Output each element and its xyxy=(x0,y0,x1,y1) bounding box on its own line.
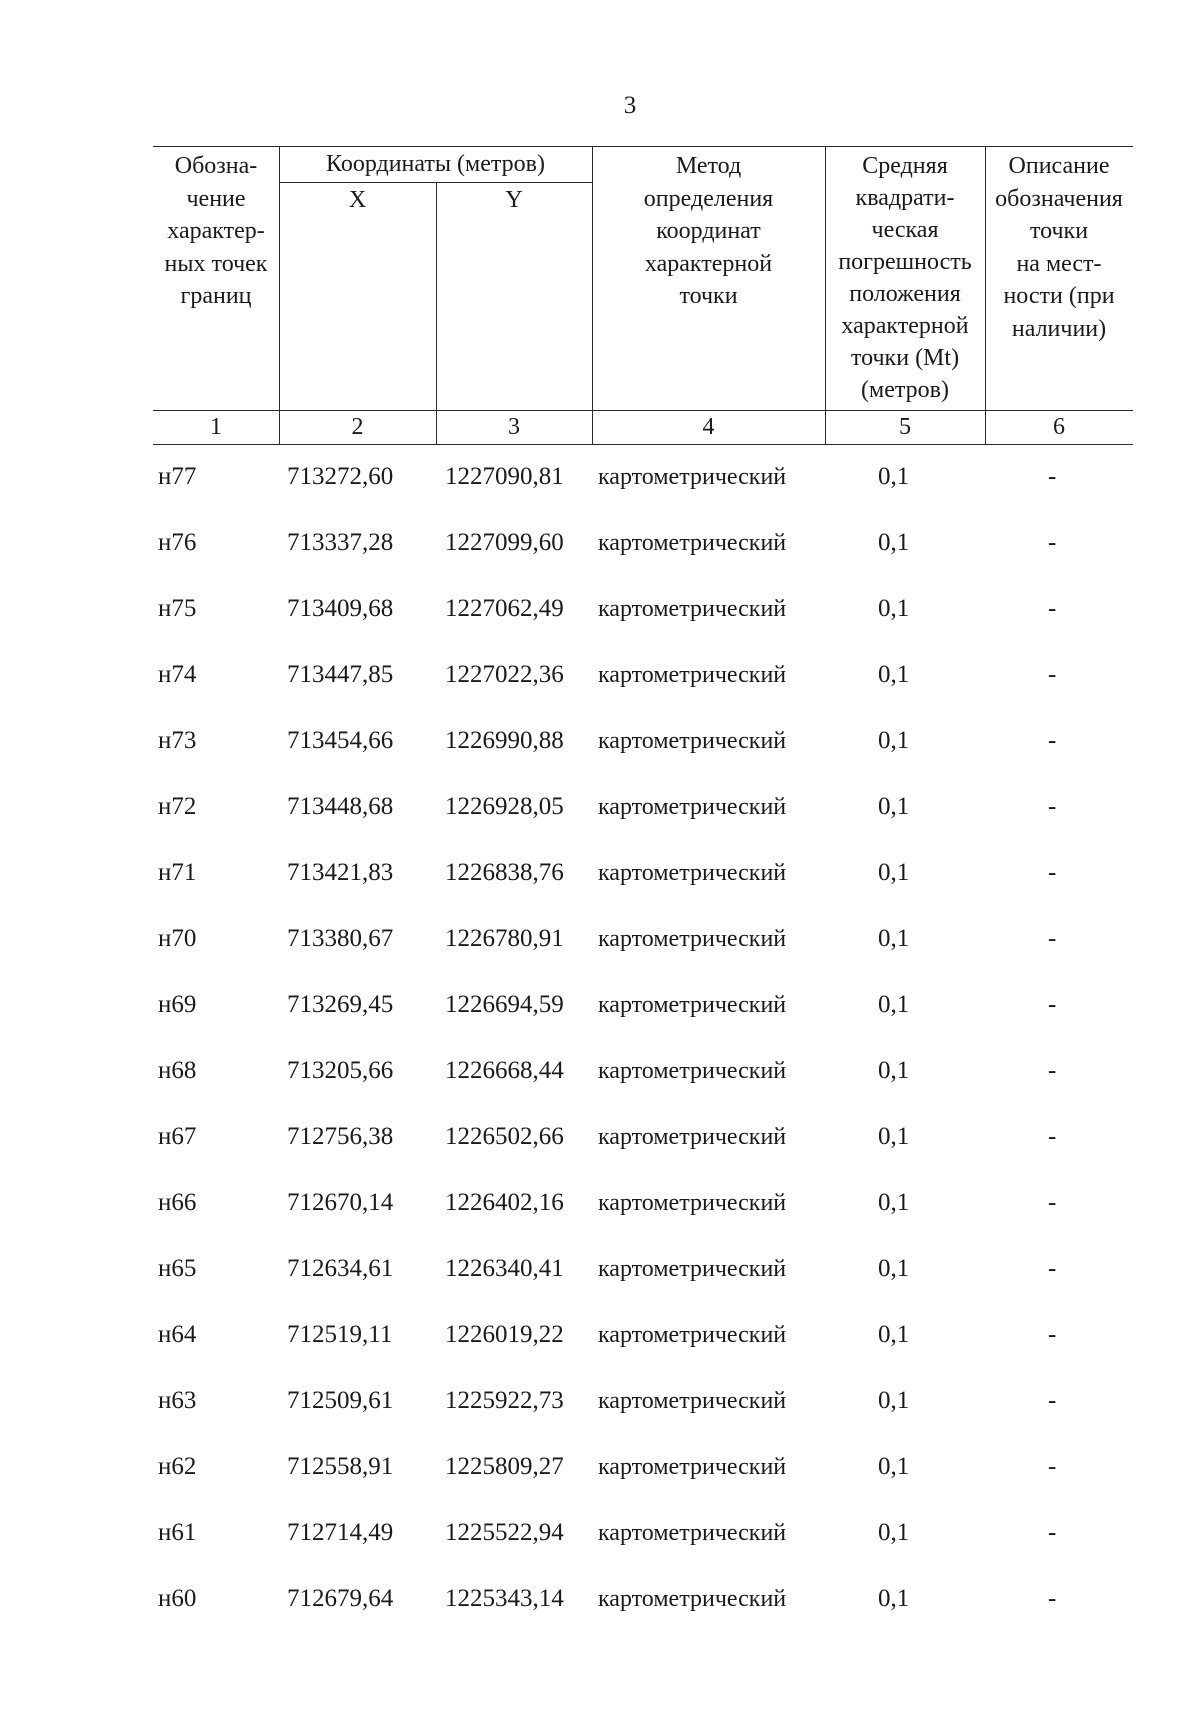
point-id: н60 xyxy=(158,1585,197,1612)
table-row xyxy=(0,1117,1200,1157)
point-id: н70 xyxy=(158,925,197,952)
coord-y: 1227062,49 xyxy=(445,595,564,622)
mean-square-error: 0,1 xyxy=(878,1585,910,1612)
point-id: н71 xyxy=(158,859,197,886)
mean-square-error: 0,1 xyxy=(878,1255,910,1282)
mean-square-error: 0,1 xyxy=(878,1189,910,1216)
table-row xyxy=(0,1579,1200,1619)
column-number: 2 xyxy=(351,414,364,440)
table-row xyxy=(0,1051,1200,1091)
coord-y: 1226990,88 xyxy=(445,727,564,754)
description: - xyxy=(1048,1585,1057,1612)
coord-y: 1227022,36 xyxy=(445,661,564,688)
method: картометрический xyxy=(598,926,787,952)
method: картометрический xyxy=(598,1256,787,1282)
coord-x: 713269,45 xyxy=(287,991,394,1018)
coord-y: 1227099,60 xyxy=(445,529,564,556)
mean-square-error: 0,1 xyxy=(878,529,910,556)
coord-y: 1225343,14 xyxy=(445,1585,564,1612)
coord-x: 712558,91 xyxy=(287,1453,394,1480)
coord-x: 713380,67 xyxy=(287,925,394,952)
description: - xyxy=(1048,1057,1057,1084)
coord-x: 713421,83 xyxy=(287,859,394,886)
coord-y: 1226694,59 xyxy=(445,991,564,1018)
header-error: Средняя квадрати- ческая погрешность положения характерной точки (Mt) (метров) xyxy=(838,153,972,403)
coord-y: 1226502,66 xyxy=(445,1123,564,1150)
mean-square-error: 0,1 xyxy=(878,1057,910,1084)
coord-x: 712756,38 xyxy=(287,1123,394,1150)
header-y: Y xyxy=(505,187,523,213)
coord-y: 1226780,91 xyxy=(445,925,564,952)
table-row xyxy=(0,1183,1200,1223)
method: картометрический xyxy=(598,1322,787,1348)
point-id: н74 xyxy=(158,661,197,688)
description: - xyxy=(1048,1123,1057,1150)
coord-y: 1225809,27 xyxy=(445,1453,564,1480)
coord-x: 712679,64 xyxy=(287,1585,394,1612)
coord-x: 712519,11 xyxy=(287,1321,393,1348)
header-coordinates: Координаты (метров) xyxy=(326,151,545,177)
table-row xyxy=(0,1249,1200,1289)
description: - xyxy=(1048,1189,1057,1216)
coord-x: 713448,68 xyxy=(287,793,394,820)
method: картометрический xyxy=(598,1454,787,1480)
coord-x: 713454,66 xyxy=(287,727,394,754)
table-row xyxy=(0,721,1200,761)
point-id: н61 xyxy=(158,1519,197,1546)
description: - xyxy=(1048,463,1057,490)
coord-x: 712509,61 xyxy=(287,1387,394,1414)
table-row xyxy=(0,985,1200,1025)
point-id: н67 xyxy=(158,1123,197,1150)
column-number: 5 xyxy=(899,414,911,440)
method: картометрический xyxy=(598,1190,787,1216)
table-row xyxy=(0,457,1200,497)
coord-x: 713409,68 xyxy=(287,595,394,622)
column-number: 1 xyxy=(210,414,222,440)
point-id: н64 xyxy=(158,1321,197,1348)
table-row xyxy=(0,1381,1200,1421)
method: картометрический xyxy=(598,1520,787,1546)
mean-square-error: 0,1 xyxy=(878,1123,910,1150)
coord-x: 713272,60 xyxy=(287,463,394,490)
table-row xyxy=(0,853,1200,893)
table-row xyxy=(0,919,1200,959)
column-number: 4 xyxy=(702,414,715,440)
coord-x: 713337,28 xyxy=(287,529,394,556)
mean-square-error: 0,1 xyxy=(878,661,910,688)
mean-square-error: 0,1 xyxy=(878,595,910,622)
description: - xyxy=(1048,1387,1057,1414)
point-id: н72 xyxy=(158,793,197,820)
coord-x: 712634,61 xyxy=(287,1255,394,1282)
coord-y: 1226838,76 xyxy=(445,859,564,886)
mean-square-error: 0,1 xyxy=(878,793,910,820)
coord-y: 1226019,22 xyxy=(445,1321,564,1348)
method: картометрический xyxy=(598,1388,787,1414)
method: картометрический xyxy=(598,992,787,1018)
description: - xyxy=(1048,859,1057,886)
description: - xyxy=(1048,1321,1057,1348)
point-id: н75 xyxy=(158,595,197,622)
column-number: 6 xyxy=(1053,414,1065,440)
method: картометрический xyxy=(598,1058,787,1084)
table-row xyxy=(0,1447,1200,1487)
mean-square-error: 0,1 xyxy=(878,1519,910,1546)
mean-square-error: 0,1 xyxy=(878,991,910,1018)
mean-square-error: 0,1 xyxy=(878,1321,910,1348)
point-id: н76 xyxy=(158,529,197,556)
coord-x: 712670,14 xyxy=(287,1189,394,1216)
mean-square-error: 0,1 xyxy=(878,859,910,886)
table-row xyxy=(0,787,1200,827)
coord-y: 1226402,16 xyxy=(445,1189,564,1216)
point-id: н66 xyxy=(158,1189,197,1216)
description: - xyxy=(1048,1255,1057,1282)
method: картометрический xyxy=(598,794,787,820)
description: - xyxy=(1048,727,1057,754)
point-id: н77 xyxy=(158,463,197,490)
point-id: н69 xyxy=(158,991,197,1018)
description: - xyxy=(1048,529,1057,556)
mean-square-error: 0,1 xyxy=(878,1387,910,1414)
coord-y: 1225522,94 xyxy=(445,1519,564,1546)
table-row xyxy=(0,1513,1200,1553)
method: картометрический xyxy=(598,530,787,556)
table-row xyxy=(0,655,1200,695)
table-row xyxy=(0,589,1200,629)
header-method: Метод определения координат характерной точки xyxy=(643,153,774,309)
point-id: н63 xyxy=(158,1387,197,1414)
coord-y: 1226668,44 xyxy=(445,1057,564,1084)
header-point-designation: Обозна- чение характер- ных точек границ xyxy=(164,153,268,309)
column-number: 3 xyxy=(508,414,520,440)
point-id: н73 xyxy=(158,727,197,754)
method: картометрический xyxy=(598,596,787,622)
method: картометрический xyxy=(598,860,787,886)
coord-y: 1227090,81 xyxy=(445,463,564,490)
header-description: Описание обозначения точки на мест- ности (при наличии) xyxy=(995,153,1123,342)
mean-square-error: 0,1 xyxy=(878,925,910,952)
description: - xyxy=(1048,1453,1057,1480)
coord-y: 1226340,41 xyxy=(445,1255,564,1282)
mean-square-error: 0,1 xyxy=(878,463,910,490)
mean-square-error: 0,1 xyxy=(878,1453,910,1480)
method: картометрический xyxy=(598,728,787,754)
description: - xyxy=(1048,661,1057,688)
description: - xyxy=(1048,595,1057,622)
coord-y: 1225922,73 xyxy=(445,1387,564,1414)
coord-x: 713447,85 xyxy=(287,661,394,688)
coord-x: 712714,49 xyxy=(287,1519,394,1546)
description: - xyxy=(1048,925,1057,952)
method: картометрический xyxy=(598,662,787,688)
method: картометрический xyxy=(598,1124,787,1150)
header-x: X xyxy=(348,187,367,213)
method: картометрический xyxy=(598,1586,787,1612)
table-row xyxy=(0,1315,1200,1355)
point-id: н62 xyxy=(158,1453,197,1480)
page-number: 3 xyxy=(623,92,637,119)
description: - xyxy=(1048,991,1057,1018)
mean-square-error: 0,1 xyxy=(878,727,910,754)
coord-y: 1226928,05 xyxy=(445,793,564,820)
table-row xyxy=(0,523,1200,563)
description: - xyxy=(1048,793,1057,820)
coord-x: 713205,66 xyxy=(287,1057,394,1084)
description: - xyxy=(1048,1519,1057,1546)
method: картометрический xyxy=(598,464,787,490)
point-id: н68 xyxy=(158,1057,197,1084)
point-id: н65 xyxy=(158,1255,197,1282)
